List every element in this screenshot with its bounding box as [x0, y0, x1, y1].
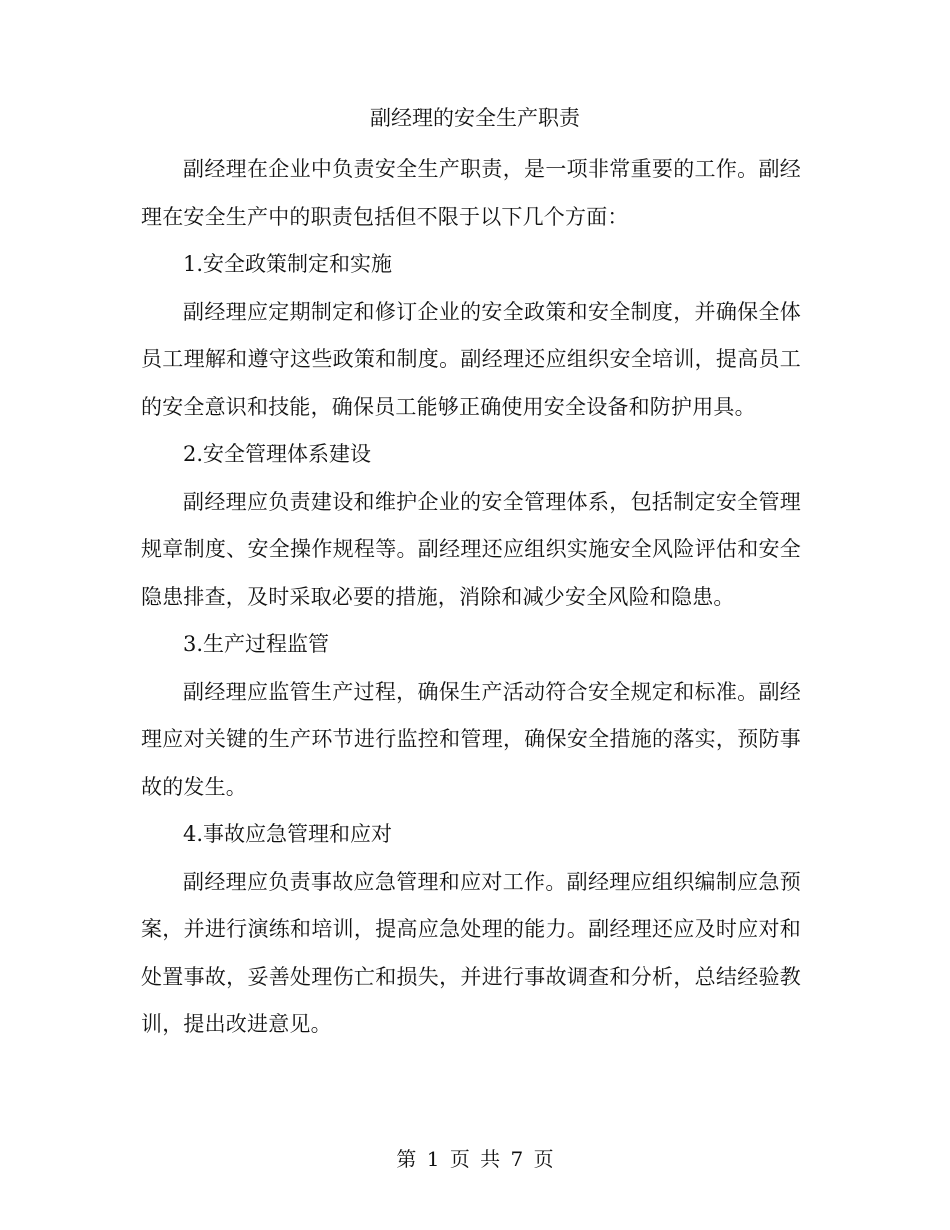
section-heading: 1.安全政策制定和实施 — [183, 252, 393, 276]
section-heading: 2.安全管理体系建设 — [183, 442, 372, 466]
page-number-footer: 第 1 页 共 7 页 — [396, 1147, 554, 1171]
section-heading: 4.事故应急管理和应对 — [183, 822, 393, 846]
section-paragraph: 副经理应负责事故应急管理和应对工作。副经理应组织编制应急预案，并进行演练和培训，提高应急处理的能力。副经理还应及时应对和处置事故，妥善处理伤亡和损失，并进行事故调查和分析，总结经验教训，提出改进意见。 — [141, 869, 801, 1036]
document-body — [141, 146, 801, 1049]
section-heading: 3.生产过程监管 — [183, 632, 330, 656]
section-paragraph: 副经理应监管生产过程，确保生产活动符合安全规定和标准。副经理应对关键的生产环节进行监控和管理，确保安全措施的落实，预防事故的发生。 — [141, 679, 801, 799]
document-title: 副经理的安全生产职责 — [370, 106, 580, 130]
section-paragraph: 副经理应负责建设和维护企业的安全管理体系，包括制定安全管理规章制度、安全操作规程等。副经理还应组织实施安全风险评估和安全隐患排查，及时采取必要的措施，消除和减少安全风险和隐患。 — [141, 489, 801, 609]
intro-paragraph: 副经理在企业中负责安全生产职责，是一项非常重要的工作。副经理在安全生产中的职责包括但不限于以下几个方面： — [141, 157, 801, 229]
section-paragraph: 副经理应定期制定和修订企业的安全政策和安全制度，并确保全体员工理解和遵守这些政策和制度。副经理还应组织安全培训，提高员工的安全意识和技能，确保员工能够正确使用安全设备和防护用具。 — [141, 299, 801, 419]
